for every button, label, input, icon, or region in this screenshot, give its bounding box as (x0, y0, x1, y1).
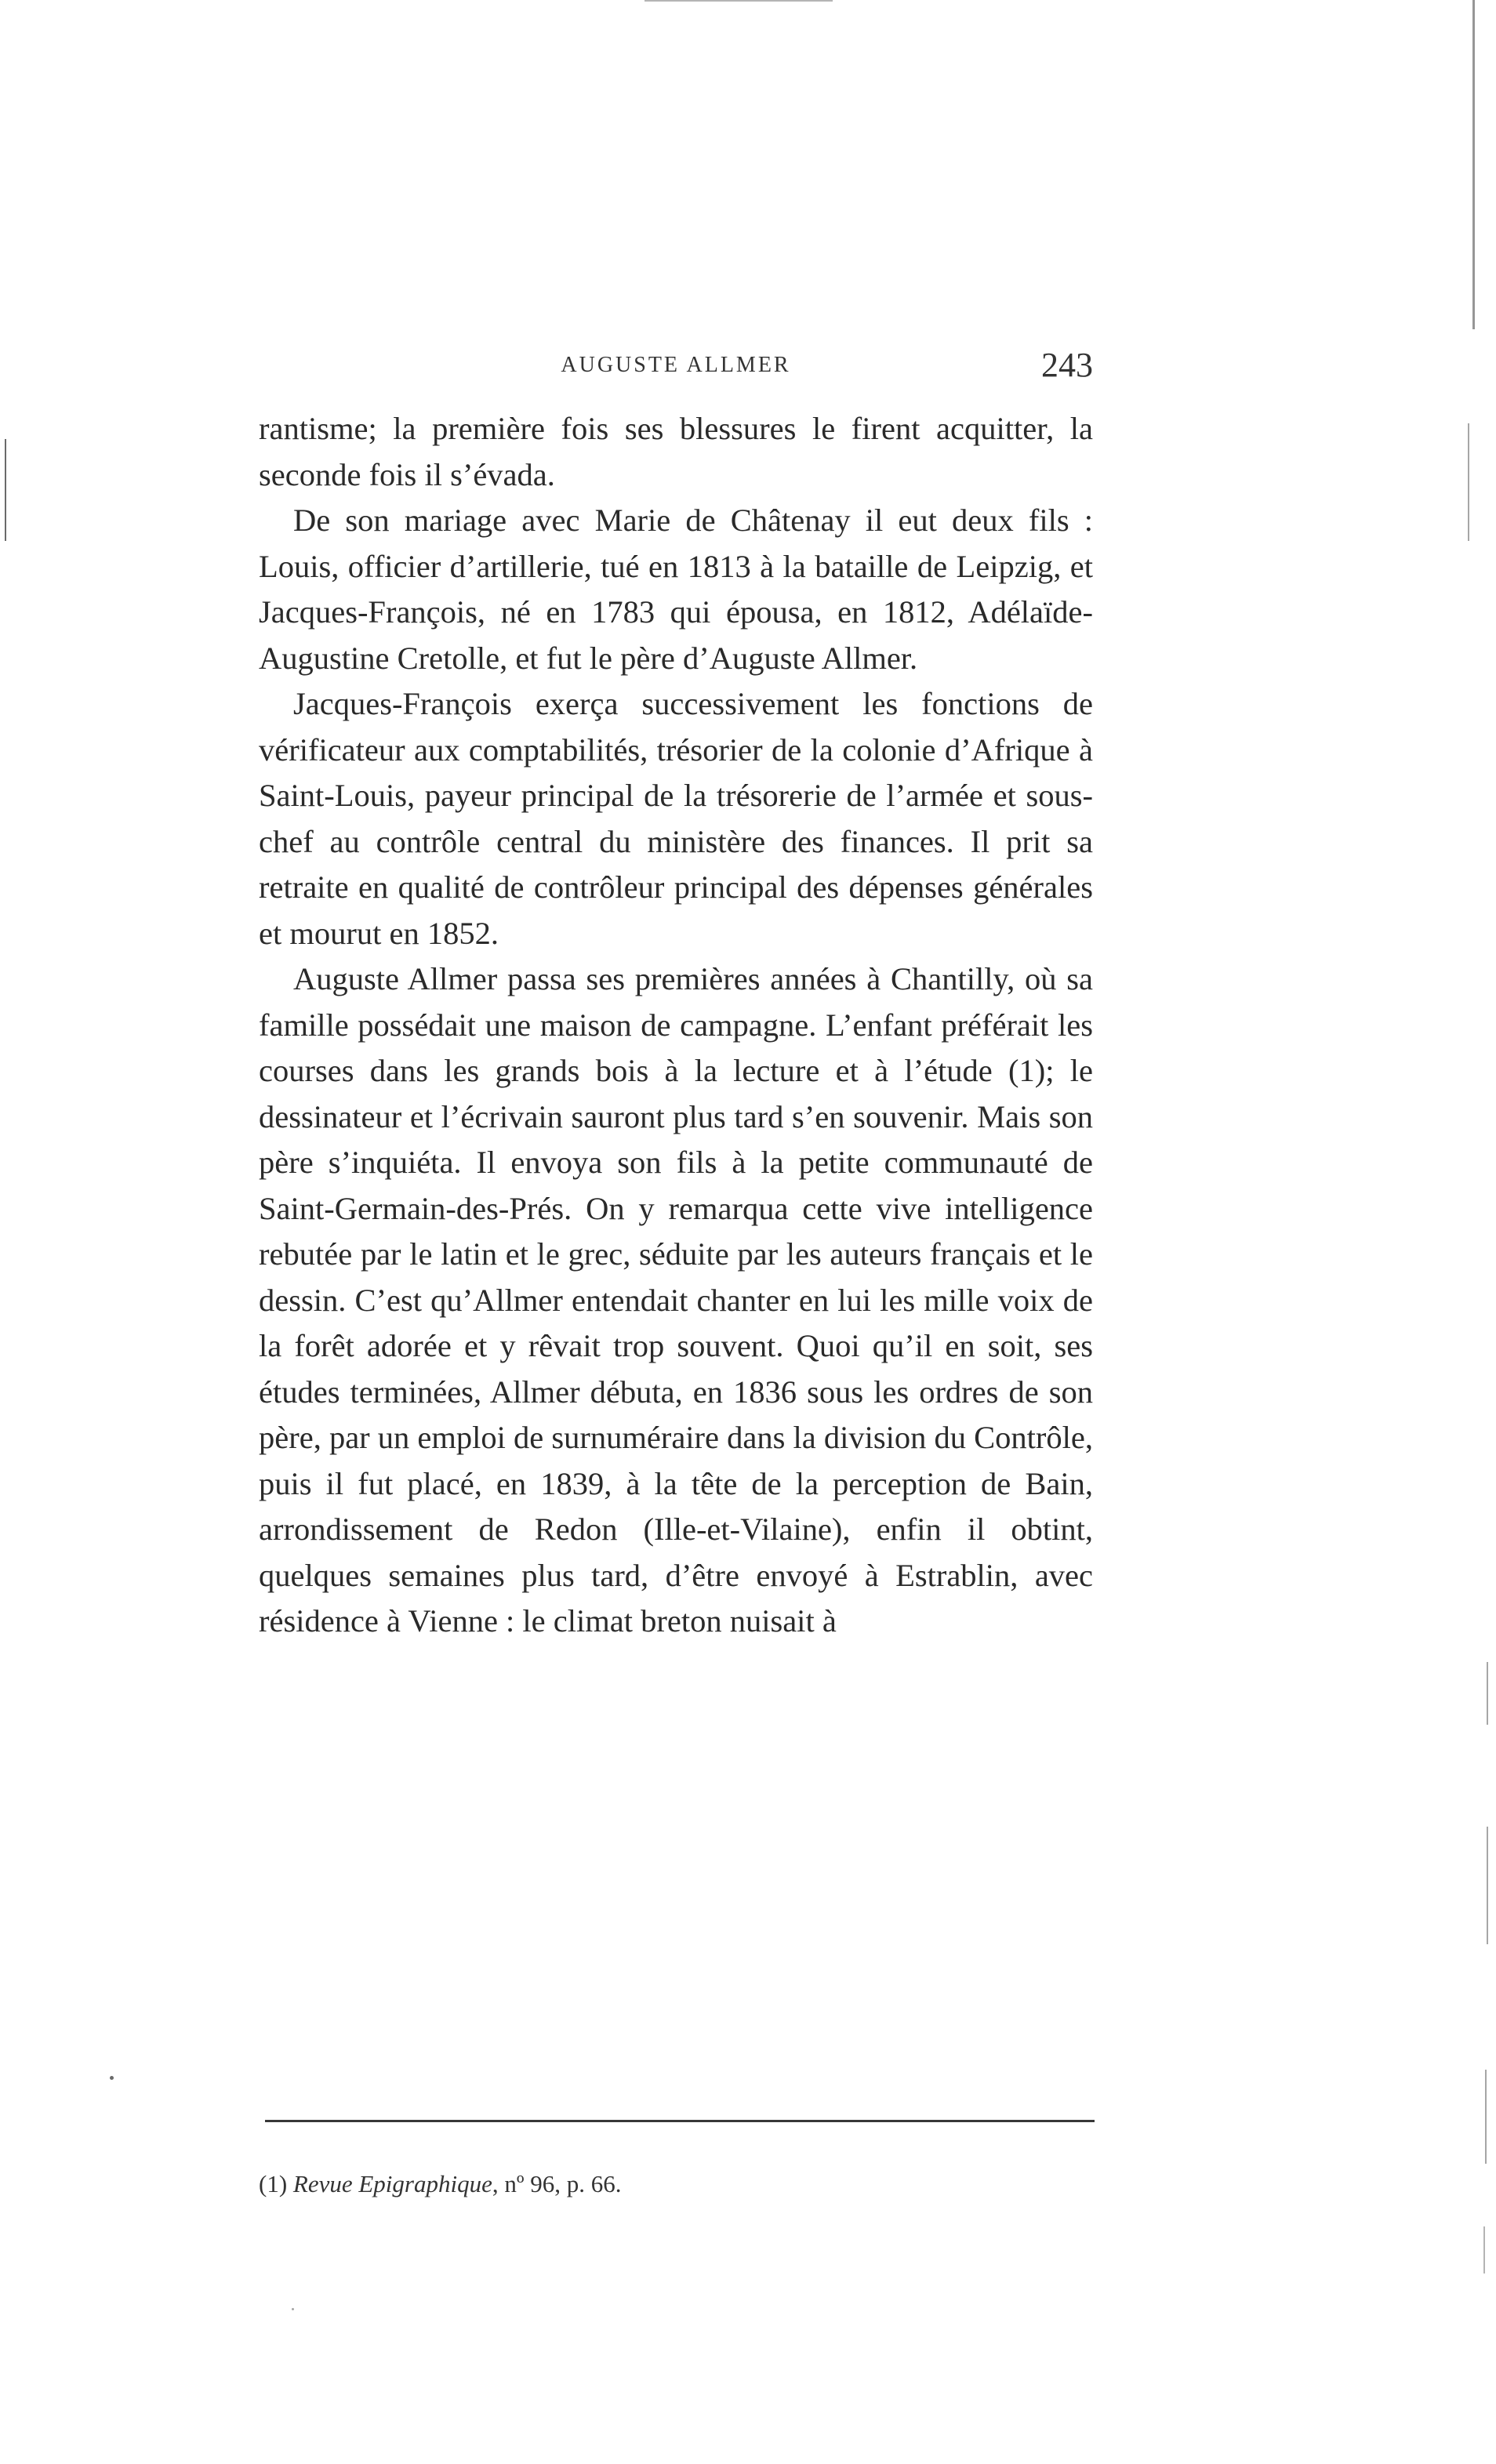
scan-edge-mark (645, 0, 833, 2)
footnote-reference: , nº 96, p. 66. (492, 2170, 622, 2197)
running-head (259, 345, 1093, 392)
footnote-marker: (1) (259, 2170, 288, 2197)
book-page (259, 345, 1093, 2197)
paragraph-1: rantisme; la première fois ses blessures le firent acquitter, la seconde fois il s’évada. (259, 411, 1093, 492)
scan-edge-mark (1472, 0, 1475, 329)
page-number: 243 (1041, 346, 1093, 384)
body-text (259, 406, 1093, 1645)
paragraph-2: De son mariage avec Marie de Châtenay il eut deux fils : Louis, officier d’artillerie, tué en 1813 à la bataille de Leipzig, et Jacques-François, né en 1783 qui épousa, en 1812, Adélaïde-Augustine Cretolle, et fut le père d’Auguste Allmer. (259, 503, 1093, 676)
footnote-work-title: Revue Epigraphique (292, 2170, 492, 2197)
scan-dot (110, 2076, 114, 2080)
paragraph-4: Auguste Allmer passa ses premières années à Chantilly, où sa famille possédait une maison de campagne. L’enfant préférait les courses dans les grands bois à la lecture et à l’étude (1); le dessinateur et l’écrivain sauront plus tard s’en souvenir. Mais son père s’inquiéta. Il envoya son fils à la petite communauté de Saint-Germain-des-Prés. On y remarqua cette vive intelligence rebutée par le latin et le grec, séduite par les auteurs français et le dessin. C’est qu’Allmer entendait chanter en lui les mille voix de la forêt adorée et y rêvait trop souvent. Quoi qu’il en soit, ses études terminées, Allmer débuta, en 1836 sous les ordres de son père, par un emploi de surnuméraire dans la division du Contrôle, puis il fut placé, en 1839, à la tête de la perception de Bain, arrondissement de Redon (Ille-et-Vilaine), enfin il obtint, quelques semaines plus tard, d’être envoyé à Estrablin, avec résidence à Vienne : le climat breton nuisait à (259, 961, 1093, 1638)
scan-edge-mark (1487, 1827, 1488, 1944)
scan-edge-mark (1487, 1662, 1488, 1725)
scan-dot (292, 2308, 294, 2310)
footnote-rule (265, 2120, 1095, 2122)
footnote (259, 2170, 621, 2198)
scan-edge-mark (5, 439, 6, 541)
running-title: AUGUSTE ALLMER (561, 353, 791, 377)
scan-edge-mark (1485, 2070, 1487, 2164)
scan-edge-mark (1468, 423, 1469, 541)
paragraph-3: Jacques-François exerça successivement les fonctions de vérificateur aux comptabilités, trésorier de la colonie d’Afrique à Saint-Louis, payeur principal de la trésorerie de l’armée et sous-chef au contrôle central du ministère des finances. Il prit sa retraite en qualité de contrôleur principal des dépenses générales et mourut en 1852. (259, 686, 1093, 951)
scan-edge-mark (1483, 2226, 1485, 2273)
